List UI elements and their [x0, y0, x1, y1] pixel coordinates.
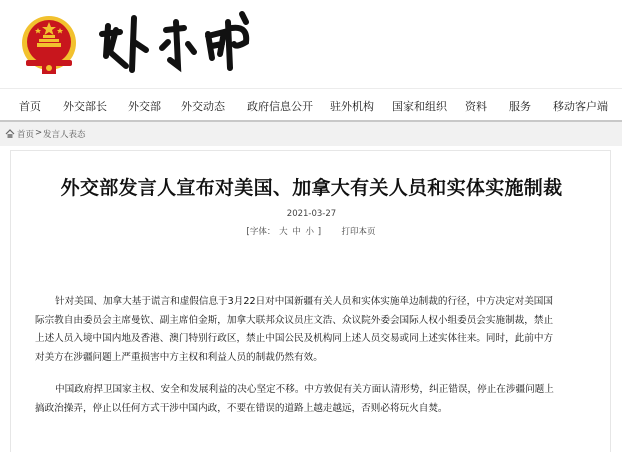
font-size-close: ] [317, 227, 322, 237]
nav-item-ministry[interactable]: 外交部 [128, 100, 161, 113]
article-date: 2021-03-27 [286, 209, 337, 219]
font-size-label: [字体： [246, 227, 276, 237]
font-size-medium-button[interactable]: 中 [292, 227, 301, 237]
paragraph-line: 上述人员入境中国内地及香港、澳门特别行政区，禁止中国公民及机构同上述人员交易或同上述实体往来。同时，此前中方 [35, 333, 554, 344]
breadcrumb [0, 122, 622, 146]
breadcrumb-separator: > [35, 128, 43, 138]
breadcrumb-current[interactable]: 发言人表态 [43, 130, 86, 140]
nav-item-mobile-client[interactable]: 移动客户端 [553, 100, 608, 113]
site-logo-calligraphy[interactable] [96, 8, 266, 80]
nav-item-home[interactable]: 首页 [19, 100, 41, 113]
article-title: 外交部发言人宣布对美国、加拿大有关人员和实体实施制裁 [60, 177, 563, 199]
paragraph-line: 际宗教自由委员会主席曼钦、副主席伯金斯，加拿大联邦众议员庄文浩、众议院外委会国际人权小组委员会实施制裁，禁止 [35, 314, 554, 326]
nav-item-diplomatic-news[interactable]: 外交动态 [181, 100, 225, 113]
paragraph-line: 搞政治操弄，停止以任何方式干涉中国内政，不要在错误的道路上越走越远，否则必将玩火自焚。 [35, 402, 448, 414]
nav-item-missions-abroad[interactable]: 驻外机构 [330, 100, 374, 113]
article-tools [11, 225, 612, 237]
font-size-large-button[interactable]: 大 [279, 227, 288, 237]
national-emblem-icon[interactable] [18, 12, 80, 76]
main-nav [0, 88, 622, 122]
nav-item-services[interactable]: 服务 [509, 100, 531, 113]
nav-item-countries-orgs[interactable]: 国家和组织 [392, 100, 447, 113]
nav-item-foreign-minister[interactable]: 外交部长 [63, 100, 107, 113]
nav-item-resources[interactable]: 资料 [465, 100, 487, 113]
nav-item-gov-info[interactable]: 政府信息公开 [247, 100, 313, 113]
site-header [0, 0, 622, 88]
print-page-button[interactable]: 打印本页 [341, 227, 376, 237]
paragraph-line: 针对美国、加拿大基于谎言和虚假信息于3月22日对中国新疆有关人员和实体实施单边制裁的行径，中方决定对美国国 [55, 296, 553, 307]
article-paragraph [35, 293, 603, 367]
paragraph-line: 对美方在涉疆问题上严重损害中方主权和利益人员的制裁仍然有效。 [35, 351, 323, 363]
paragraph-line: 中国政府捍卫国家主权、安全和发展利益的决心坚定不移。中方敦促有关方面认清形势，纠正错误，停止在涉疆问题上 [55, 384, 554, 395]
home-icon[interactable] [5, 129, 15, 139]
breadcrumb-home[interactable]: 首页 [17, 130, 35, 140]
article-paragraph [35, 381, 603, 418]
article-panel [10, 150, 611, 452]
font-size-small-button[interactable]: 小 [305, 227, 315, 237]
